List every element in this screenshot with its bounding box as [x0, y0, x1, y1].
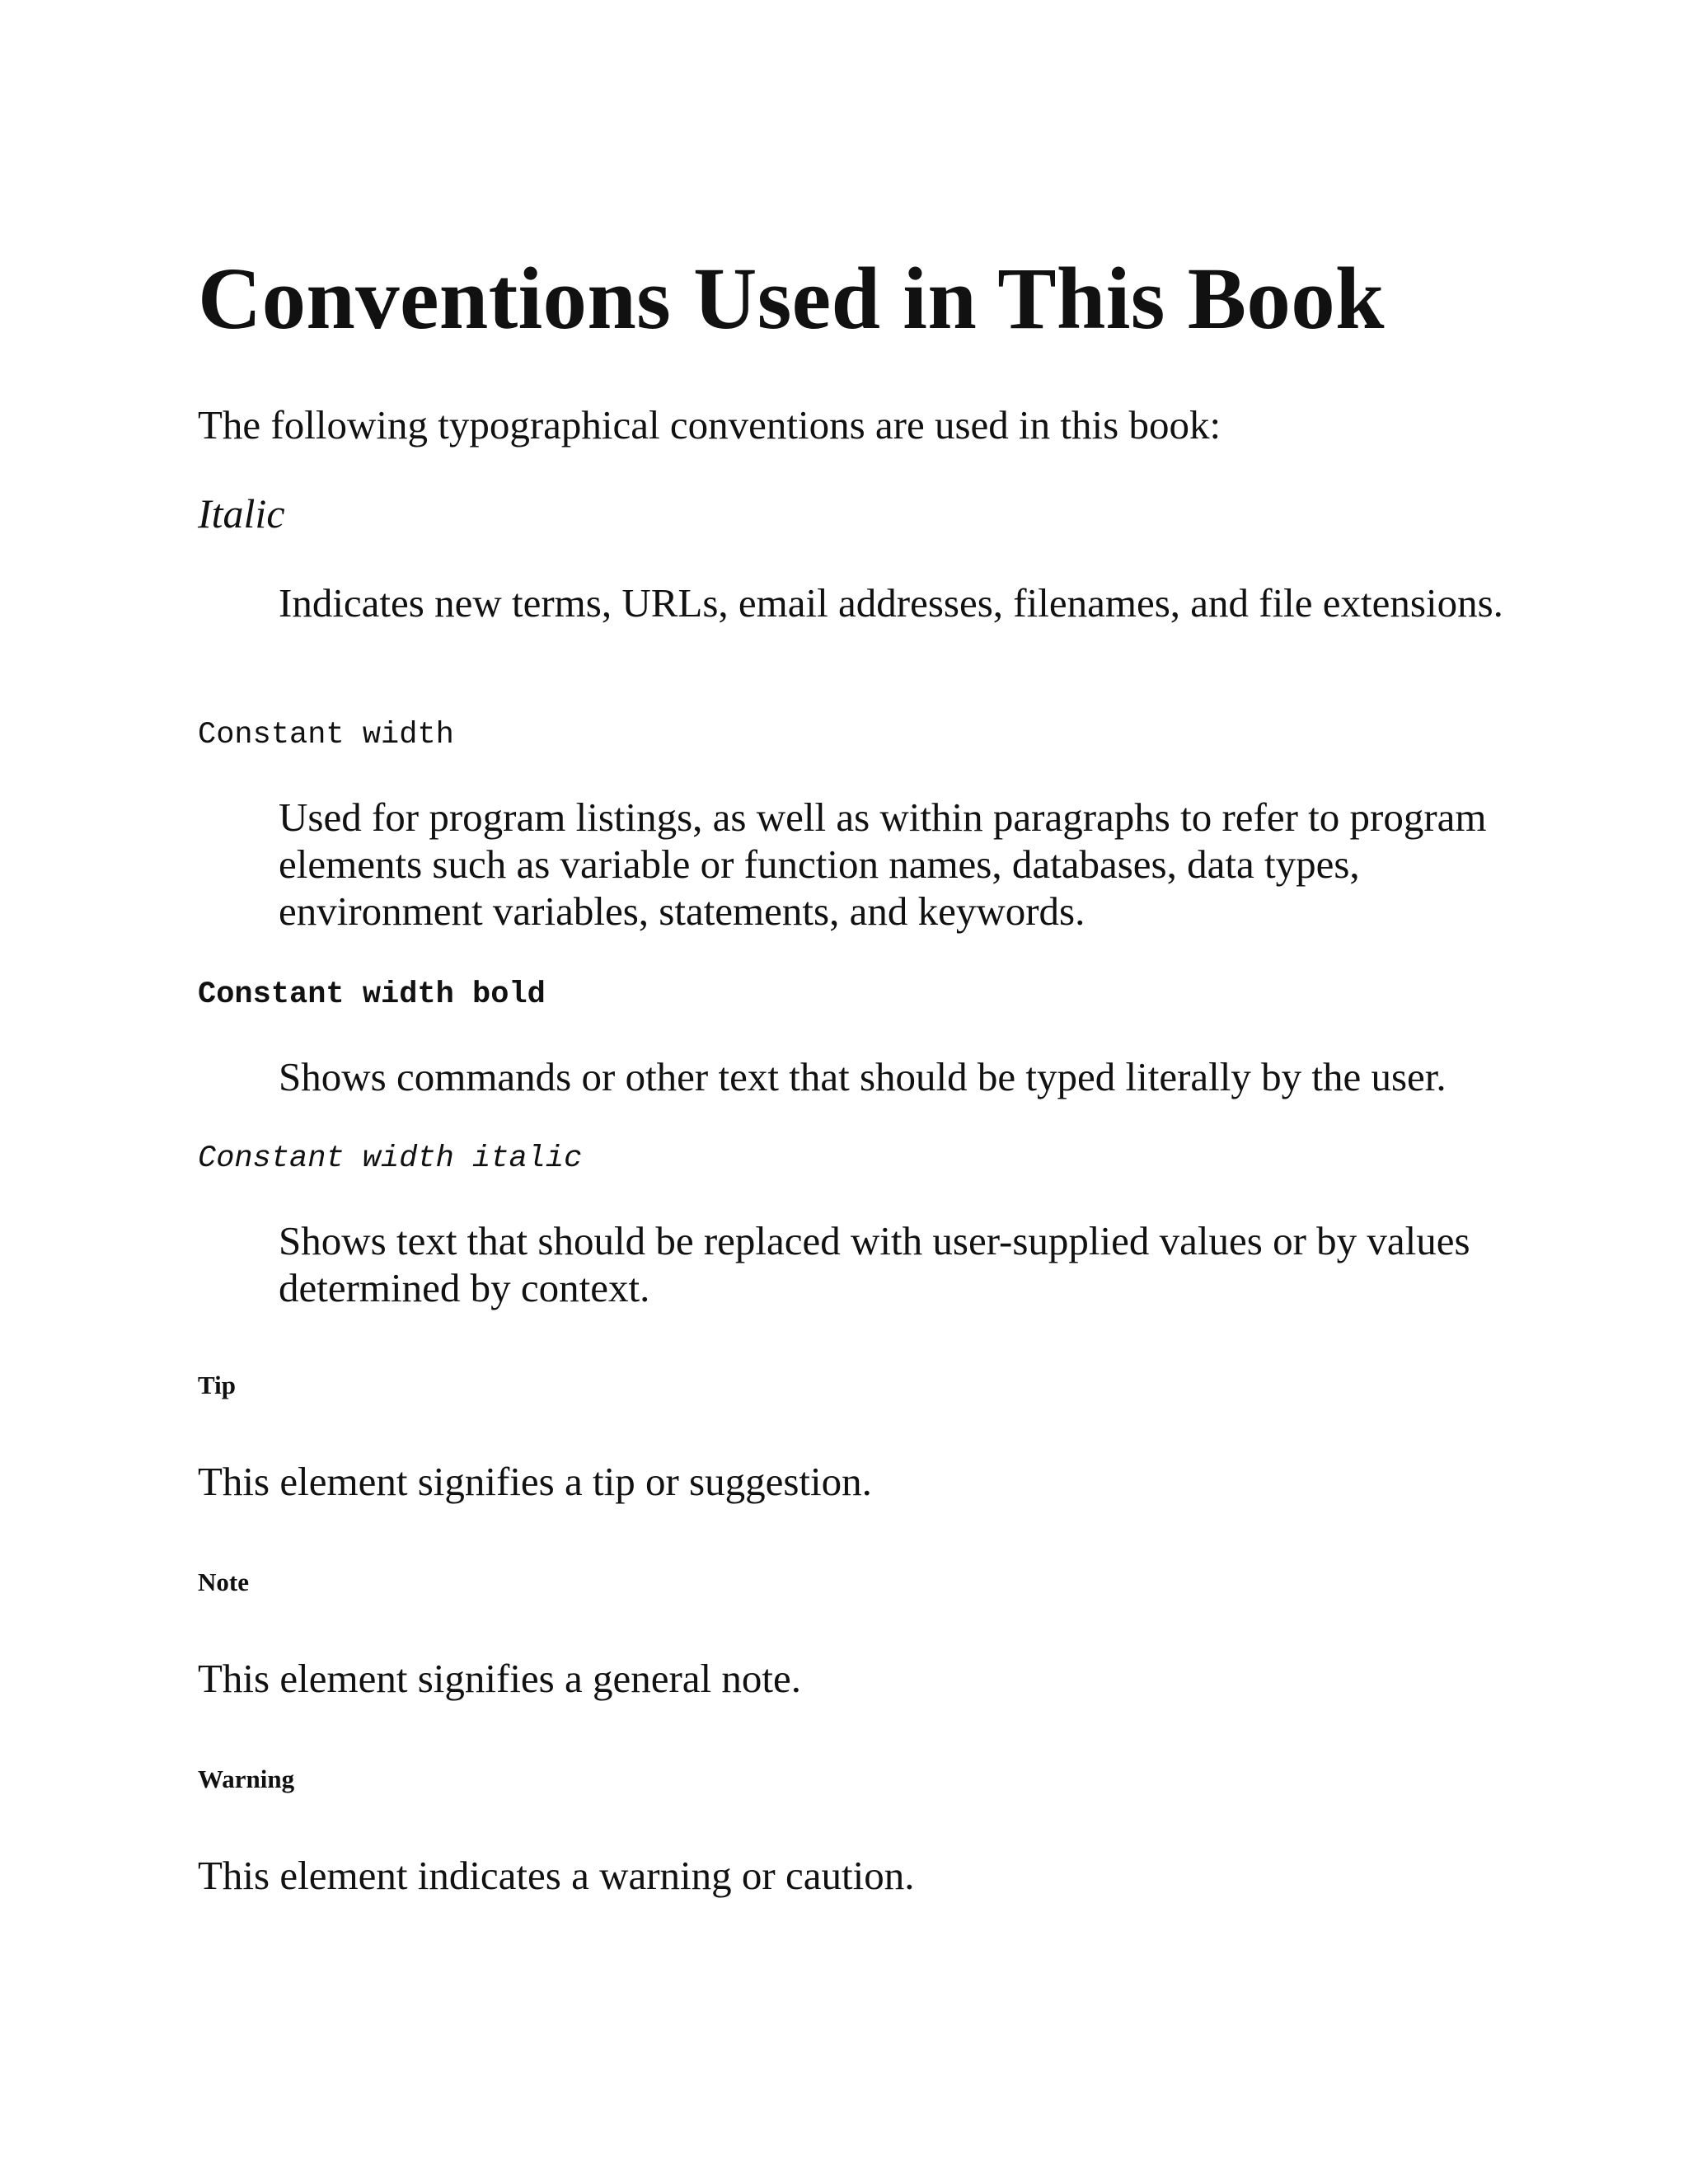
description-constant-width-bold: Shows commands or other text that should be typed literally by the user.: [279, 1054, 1447, 1099]
description-constant-width: Used for program listings, as well as within paragraphs to refer to program elements such as variable or function names, databases, data types, environment variables, statements, and keywords.: [279, 794, 1487, 934]
description-constant-width-italic: Shows text that should be replaced with user-supplied values or by values determined by context.: [279, 1218, 1470, 1310]
warning-label: Warning: [198, 1765, 295, 1793]
tip-label: Tip: [198, 1371, 236, 1399]
term-constant-width-italic: Constant width italic: [198, 1141, 583, 1176]
term-constant-width: Constant width: [198, 718, 454, 752]
term-constant-width-bold: Constant width bold: [198, 977, 546, 1012]
term-italic: Italic: [198, 490, 285, 537]
note-label: Note: [198, 1568, 249, 1596]
note-text: This element signifies a general note.: [198, 1656, 802, 1701]
tip-text: This element signifies a tip or suggestion.: [198, 1459, 872, 1504]
description-italic: Indicates new terms, URLs, email addresses, filenames, and file extensions.: [279, 580, 1503, 626]
warning-text: This element indicates a warning or caution.: [198, 1853, 915, 1898]
intro-paragraph: The following typographical conventions are used in this book:: [198, 402, 1221, 448]
page-title: Conventions Used in This Book: [198, 251, 1385, 348]
